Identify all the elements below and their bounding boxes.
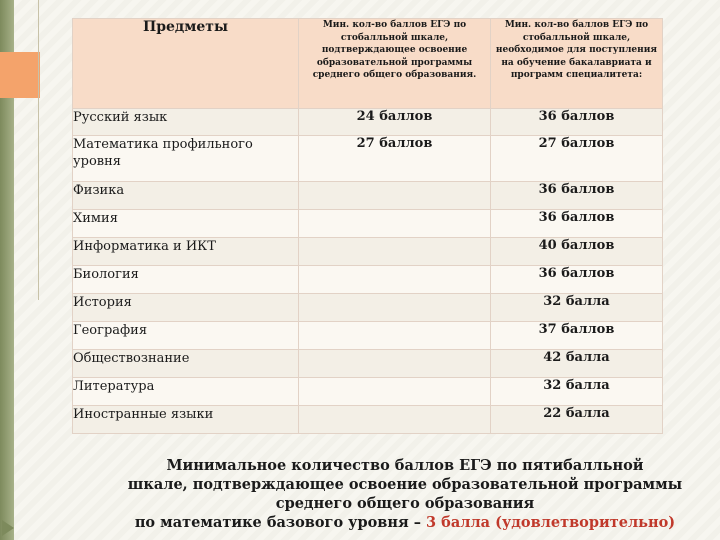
row-min-admission: 27 баллов: [491, 136, 663, 182]
row-subject: География: [73, 322, 299, 350]
row-subject: Химия: [73, 210, 299, 238]
row-min-admission: 22 балла: [491, 406, 663, 434]
row-min-cert: [299, 350, 491, 378]
row-min-admission: 32 балла: [491, 378, 663, 406]
row-min-cert: 24 баллов: [299, 109, 491, 136]
row-subject: Физика: [73, 182, 299, 210]
table-row: [73, 378, 663, 406]
row-subject: Обществознание: [73, 350, 299, 378]
header-min-admission: Мин. кол-во баллов ЕГЭ по стобалльной шкале, необходимое для поступления на обучение бакалавриата и программ специалитета:: [491, 19, 663, 109]
row-min-cert: 27 баллов: [299, 136, 491, 182]
table-row: [73, 136, 663, 182]
footer-highlight: 3 балла (удовлетворительно): [426, 514, 676, 531]
table-row: [73, 238, 663, 266]
row-min-cert: [299, 210, 491, 238]
table-row: [73, 210, 663, 238]
row-subject: Математика профильного уровня: [73, 136, 299, 182]
table-row: [73, 109, 663, 136]
table-header-row: [73, 19, 663, 109]
row-min-cert: [299, 378, 491, 406]
row-min-cert: [299, 266, 491, 294]
row-min-admission: 36 баллов: [491, 182, 663, 210]
row-min-admission: 40 баллов: [491, 238, 663, 266]
footer-line-1: Минимальное количество баллов ЕГЭ по пятибалльной: [166, 457, 644, 474]
footer-line-4-prefix: по математике базового уровня –: [134, 514, 427, 531]
row-min-cert: [299, 294, 491, 322]
row-subject: Русский язык: [73, 109, 299, 136]
table-row: [73, 294, 663, 322]
row-subject: Биология: [73, 266, 299, 294]
row-min-cert: [299, 322, 491, 350]
orange-accent-block: [0, 52, 40, 98]
row-min-admission: 36 баллов: [491, 109, 663, 136]
footer-line-4: [120, 513, 690, 532]
arrow-right-icon: [2, 520, 14, 536]
scores-table: [72, 18, 663, 434]
row-subject: История: [73, 294, 299, 322]
footer-note: [120, 456, 690, 532]
header-subject: Предметы: [73, 19, 299, 109]
row-subject: Информатика и ИКТ: [73, 238, 299, 266]
row-min-admission: 32 балла: [491, 294, 663, 322]
row-min-cert: [299, 182, 491, 210]
row-subject: Иностранные языки: [73, 406, 299, 434]
row-min-admission: 42 балла: [491, 350, 663, 378]
table-row: [73, 406, 663, 434]
table-row: [73, 266, 663, 294]
row-min-cert: [299, 406, 491, 434]
row-min-cert: [299, 238, 491, 266]
row-min-admission: 37 баллов: [491, 322, 663, 350]
footer-line-2: шкале, подтверждающее освоение образовательной программы: [127, 476, 683, 493]
row-min-admission: 36 баллов: [491, 210, 663, 238]
row-min-admission: 36 баллов: [491, 266, 663, 294]
table-row: [73, 350, 663, 378]
header-min-certification: Мин. кол-во баллов ЕГЭ по стобалльной шкале, подтверждающее освоение образовательной программы среднего общего образования.: [299, 19, 491, 109]
footer-line-3: среднего общего образования: [275, 495, 535, 512]
table-row: [73, 322, 663, 350]
decor-line: [38, 0, 39, 300]
row-subject: Литература: [73, 378, 299, 406]
table-row: [73, 182, 663, 210]
